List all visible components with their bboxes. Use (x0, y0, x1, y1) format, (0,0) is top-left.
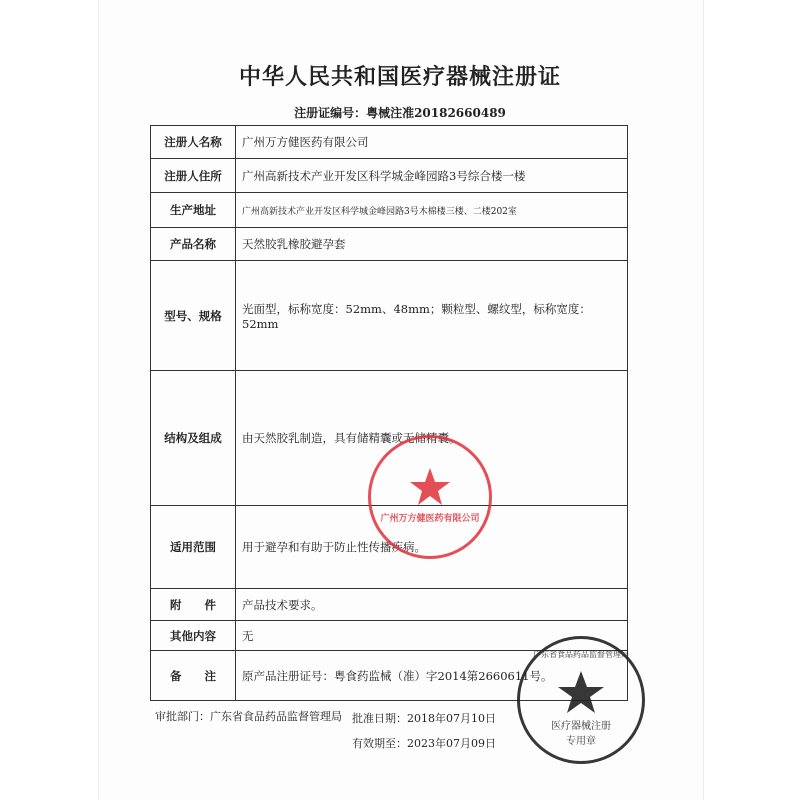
row-value: 原产品注册证号：粤食药监械（准）字2014第2660611号。 (236, 651, 628, 701)
row-label: 结构及组成 (151, 371, 236, 506)
row-label: 注册人住所 (151, 159, 236, 193)
table-row (151, 651, 628, 701)
company-seal-text: 广州万方健医药有限公司 (380, 514, 480, 524)
row-label: 注册人名称 (151, 126, 236, 159)
table-row (151, 126, 628, 159)
table-row (151, 371, 628, 506)
row-value: 广州高新技术产业开发区科学城金峰园路3号木棉楼三楼、二楼202室 (236, 193, 628, 228)
row-value: 产品技术要求。 (236, 589, 628, 621)
table-row (151, 261, 628, 371)
row-label: 产品名称 (151, 228, 236, 261)
table-row (151, 228, 628, 261)
row-value: 光面型，标称宽度：52mm、48mm；颗粒型、螺纹型，标称宽度：52mm (236, 261, 628, 371)
row-value: 无 (236, 621, 628, 651)
certificate-table (150, 125, 628, 701)
row-label: 适用范围 (151, 506, 236, 589)
table-row (151, 506, 628, 589)
approval-department: 审批部门：广东省食品药品监督管理局 (155, 710, 342, 723)
row-value: 用于避孕和有助于防止性传播疾病。 (236, 506, 628, 589)
agency-seal-text: 广东省食品药品监督管理局 (533, 650, 629, 659)
row-value: 由天然胶乳制造，具有储精囊或无储精囊。 (236, 371, 628, 506)
approval-date: 批准日期：2018年07月10日 (352, 712, 496, 725)
table-row (151, 193, 628, 228)
row-label: 型号、规格 (151, 261, 236, 371)
table-row (151, 159, 628, 193)
table-row (151, 589, 628, 621)
registration-number: 注册证编号：粤械注准20182660489 (294, 106, 506, 120)
document-title: 中华人民共和国医疗器械注册证 (238, 65, 561, 90)
row-value: 广州万方健医药有限公司 (236, 126, 628, 159)
row-label: 备 注 (151, 651, 236, 701)
row-label: 附 件 (151, 589, 236, 621)
agency-seal-subtext: 医疗器械注册专用章 (551, 721, 611, 747)
row-label: 生产地址 (151, 193, 236, 228)
table-row (151, 621, 628, 651)
row-label: 其他内容 (151, 621, 236, 651)
row-value: 天然胶乳橡胶避孕套 (236, 228, 628, 261)
expiry-date: 有效期至：2023年07月09日 (352, 737, 496, 750)
row-value: 广州高新技术产业开发区科学城金峰园路3号综合楼一楼 (236, 159, 628, 193)
